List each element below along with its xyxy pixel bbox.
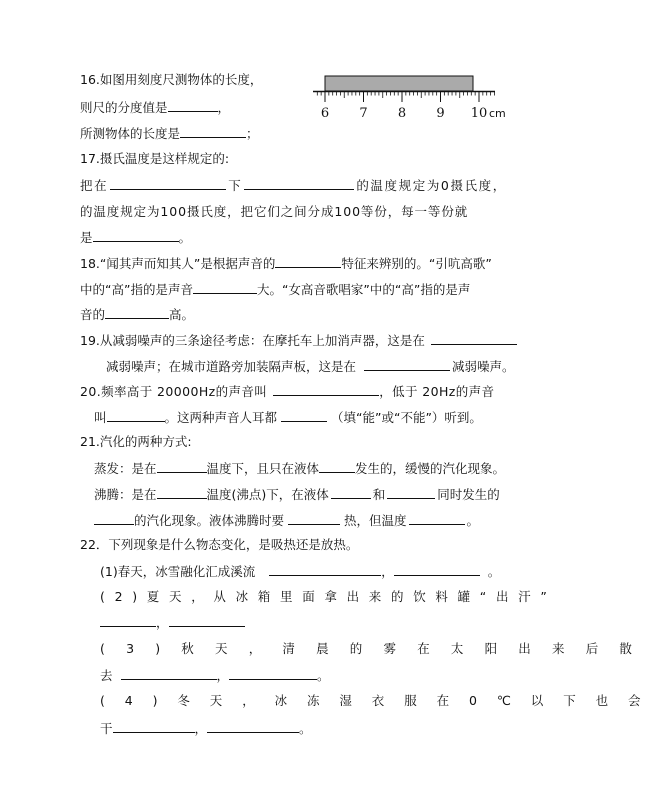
q17-line2-text: 的温度规定为100摄氏度，把它们之间分成100等份，每一等份就 [80, 204, 469, 219]
q16-length-label: 所测物体的长度是 [80, 126, 181, 141]
q22-item3-answer [100, 666, 330, 685]
q18-blank-1[interactable] [275, 254, 341, 268]
q17-title [80, 150, 229, 168]
q21-title [80, 433, 192, 451]
q20-text-e: （填“能”或“不能”）听到。 [331, 410, 482, 425]
q22-item4-comma: ， [194, 721, 208, 736]
q17-line1 [80, 176, 507, 195]
measured-object [325, 76, 473, 91]
q18-line2 [80, 280, 470, 299]
q22-item1-comma: ， [381, 564, 394, 579]
q22-item3-comma: ， [216, 668, 230, 683]
q21-evap-text-b: 温度下，且只在液体 [206, 461, 320, 476]
q22-item2-answer [100, 613, 245, 632]
q20-text-b: ，低于 20Hz的声音 [379, 384, 495, 399]
q17-line3 [80, 228, 191, 247]
q16-comma: ， [217, 100, 231, 115]
q22-item1-period: 。 [487, 564, 501, 579]
q17-blank-2[interactable] [244, 176, 354, 190]
q20-blank-2[interactable] [107, 408, 165, 422]
q22-item2-text: (2)夏天，从冰箱里面拿出来的饮料罐“出汗” [100, 589, 557, 604]
q22-item2 [100, 588, 557, 606]
q20-line2 [94, 408, 482, 427]
ruler-unit-label: cm [489, 107, 506, 120]
q21-boil-blank-6[interactable] [409, 511, 465, 525]
q16-scale-division-blank[interactable] [168, 98, 218, 112]
q21-boil-blank-1[interactable] [157, 485, 207, 499]
q20-blank-1[interactable] [273, 382, 379, 396]
q20-line1 [80, 382, 494, 401]
q18-blank-2[interactable] [193, 280, 257, 294]
q21-evap-blank-1[interactable] [157, 459, 207, 473]
q22-item3-period: 。 [317, 668, 330, 683]
q21-boiling-line2 [94, 511, 479, 530]
q17-blank-3[interactable] [93, 228, 179, 242]
q19-text-c: 减弱噪声。 [452, 359, 515, 374]
q16-length-blank[interactable] [180, 124, 246, 138]
q22-item3-text-b: 去 [100, 668, 113, 683]
q17-text-a: 把在 [80, 178, 109, 193]
q18-text-b: 特征来辨别的。“引吭高歌” [341, 256, 492, 271]
q16-scale-division-line [80, 98, 230, 117]
q22-item2-blank-2[interactable] [169, 613, 245, 627]
q18-text-e: 音的 [80, 307, 106, 322]
q21-boil-blank-2[interactable] [331, 485, 371, 499]
ruler-tick-label: 7 [359, 106, 368, 121]
q17-line2 [80, 203, 468, 221]
q21-boil-text-d: 同时发生的 [437, 487, 500, 502]
q17-text-c: 的温度规定为0摄氏度， [356, 178, 507, 193]
q22-item1-text: (1)春天，冰雪融化汇成溪流 [100, 564, 256, 579]
q20-text-a: 20.频率高于 20000Hz的声音叫 [80, 384, 268, 399]
q16-scale-division-label: 则尺的分度值是 [80, 100, 168, 115]
q22-item1 [100, 562, 500, 581]
q16-semicolon: ； [246, 126, 259, 141]
q21-boil-text-e: 的汽化现象。液体沸腾时要 [134, 513, 285, 528]
q21-evaporation-line [94, 459, 505, 478]
q20-blank-3[interactable] [281, 408, 327, 422]
q21-evap-text-a: 蒸发：是在 [94, 461, 157, 476]
q22-item4-answer [100, 719, 312, 738]
q21-boiling-line [94, 485, 500, 504]
q19-text-b: 减弱噪声；在城市道路旁加装隔声板，这是在 [106, 359, 357, 374]
q21-boil-text-g: 。 [466, 513, 480, 528]
q17-blank-1[interactable] [110, 176, 226, 190]
q16-title-text: 16.如图用刻度尺测物体的长度， [80, 72, 263, 87]
ruler-tick-label: 6 [320, 106, 330, 121]
q17-text-d: 是 [80, 230, 93, 245]
q19-blank-2[interactable] [364, 357, 450, 371]
q22-title-text: 22．下列现象是什么物态变化，是吸热还是放热。 [80, 537, 359, 552]
q22-item4 [100, 692, 660, 710]
q19-line2 [106, 357, 515, 376]
q22-item3-blank-2[interactable] [229, 666, 317, 680]
q22-item3-text: (3)秋天，清晨的雾在太阳出来后散 [100, 641, 654, 656]
q22-item1-blank-1[interactable] [269, 562, 381, 576]
q22-item2-comma: ， [156, 615, 169, 630]
q21-boil-text-a: 沸腾：是在 [94, 487, 157, 502]
q20-text-d: 。这两种声音人耳都 [164, 410, 278, 425]
q19-text-a: 19.从减弱噪声的三条途径考虑：在摩托车上加消声器，这是在 [80, 333, 425, 348]
q21-boil-text-c: 和 [372, 487, 386, 502]
q22-title [80, 536, 358, 554]
q16-title [80, 71, 262, 89]
q21-boil-blank-5[interactable] [288, 511, 340, 525]
ruler-tick-labels [321, 106, 487, 121]
q18-line3 [80, 305, 194, 324]
q21-evap-blank-2[interactable] [319, 459, 355, 473]
ruler-figure [313, 73, 523, 125]
q16-length-line [80, 124, 259, 143]
q21-boil-text-f: 热，但温度 [344, 513, 407, 528]
q22-item4-blank-1[interactable] [113, 719, 195, 733]
q17-title-text: 17.摄氏温度是这样规定的: [80, 151, 230, 166]
q18-text-d: 大。“女高音歌唱家”中的“高”指的是声 [256, 282, 471, 297]
ruler-tick-label: 9 [436, 106, 445, 121]
q18-blank-3[interactable] [105, 305, 169, 319]
q18-text-f: 高。 [169, 307, 195, 322]
q22-item1-blank-2[interactable] [394, 562, 480, 576]
q19-line1 [80, 331, 517, 350]
ruler-tick-label: 8 [397, 106, 407, 121]
q22-item3-blank-1[interactable] [121, 666, 217, 680]
q20-text-c: 叫 [94, 410, 107, 425]
q21-boil-blank-3[interactable] [387, 485, 435, 499]
q22-item4-blank-2[interactable] [207, 719, 299, 733]
q18-text-a: 18.“闻其声而知其人”是根据声音的 [80, 256, 276, 271]
q17-period: 。 [178, 230, 192, 245]
q22-item4-text: (4)冬天，冰冻湿衣服在0℃以下也会 [100, 693, 660, 708]
ruler-minor-ticks [317, 92, 494, 98]
q21-boil-text-b: 温度(沸点)下，在液体 [206, 487, 329, 502]
q21-evap-text-c: 发生的，缓慢的汽化现象。 [355, 461, 506, 476]
q21-boil-blank-4[interactable] [94, 511, 134, 525]
q22-item4-text-b: 干 [100, 721, 113, 736]
q21-title-text: 21.汽化的两种方式: [80, 434, 192, 449]
q19-blank-1[interactable] [431, 331, 517, 345]
ruler-tick-label: 10 [470, 106, 488, 121]
q22-item3 [100, 640, 653, 658]
q17-text-b: 下 [228, 178, 243, 193]
q18-text-c: 中的“高”指的是声音 [80, 282, 193, 297]
q22-item4-period: 。 [299, 721, 312, 736]
q22-item2-blank-1[interactable] [100, 613, 156, 627]
q18-line1 [80, 254, 492, 273]
